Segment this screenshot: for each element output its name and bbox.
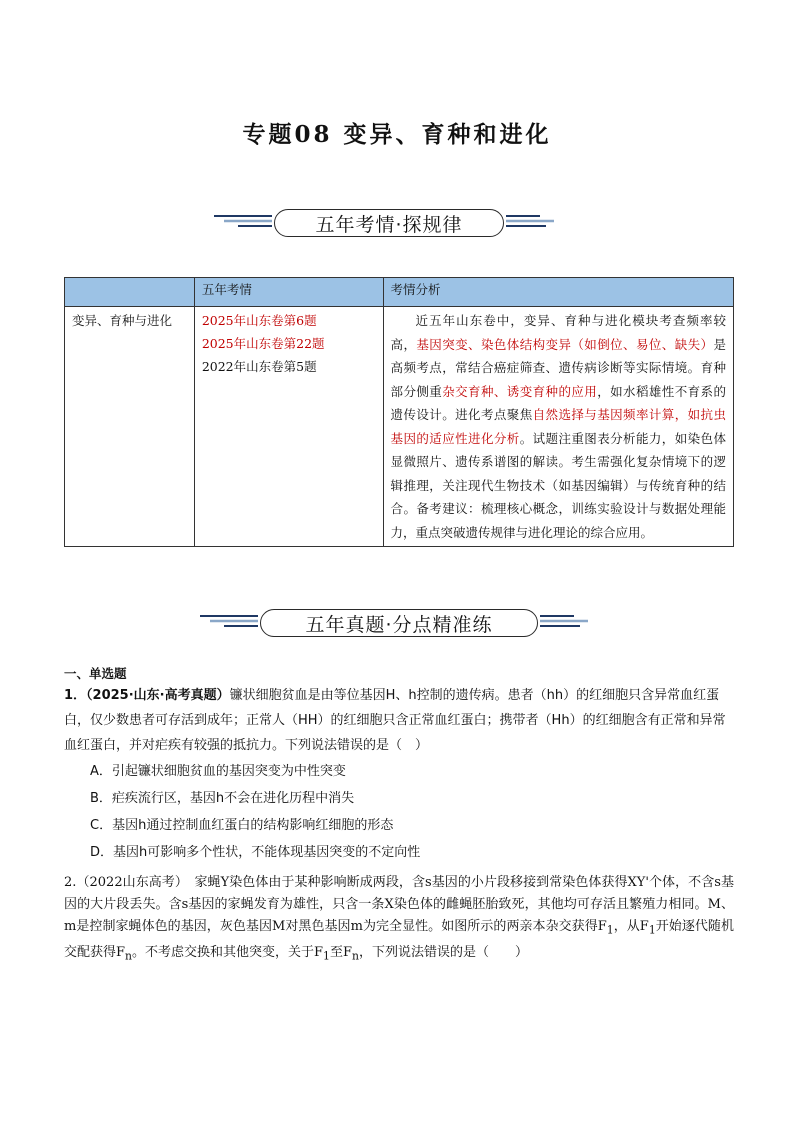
question-text: 开始逐代随机交配获得F <box>64 919 734 960</box>
question-text: 2.（2022山东高考） 家蝇Y染色体由于某种影响断成两段，含s基因的小片段移接到常染色体获得XY'个体，不含s基因的大片段丢失。含s基因的家蝇发育为雄性，只含一条X染色体的雌蝇胚胎致死，其他均可存活且繁殖力相同。M、m是控制家蝇体色的基因，灰色基因M对黑色基因m为完全显性。如图所示的两亲本杂交获得F <box>64 875 734 934</box>
question-2 <box>64 872 734 967</box>
banner-right-lines <box>538 609 598 635</box>
banner-label: 五年真题·分点精准练 <box>260 609 538 637</box>
banner-left-lines <box>200 609 260 635</box>
analysis-text: 。试题注重图表分析能力，如染色体显微照片、遗传系谱图的解读。考生需强化复杂情境下的逻辑推理，关注现代生物技术（如基因编辑）与传统育种的结合。备考建议：梳理核心概念，训练实验设计与数据处理能力，重点突破遗传规律与进化理论的综合应用。 <box>390 430 726 540</box>
analysis-cell <box>383 307 733 547</box>
topic-cell: 变异、育种与进化 <box>65 307 195 547</box>
analysis-text: ，如水稻雄性不育系的遗传设计。进化考点聚焦 <box>390 383 726 422</box>
table-row <box>65 307 734 547</box>
section-banner-trends <box>0 209 794 239</box>
option-c: C．基因h通过控制血红蛋白的结构影响红细胞的形态 <box>90 818 394 833</box>
question-number: 1． <box>64 688 87 703</box>
subscript: n <box>351 949 359 963</box>
subscript: 1 <box>323 949 330 963</box>
question-1 <box>64 683 734 866</box>
table-header-cell <box>65 278 195 307</box>
option-b: B．疟疾流行区，基因h不会在进化历程中消失 <box>90 791 355 806</box>
page-title: 专题08 变异、育种和进化 <box>242 121 552 148</box>
question-text: ，下列说法错误的是（ ） <box>358 944 528 960</box>
question-text: ，从F <box>613 919 649 934</box>
question-text: 镰状细胞贫血是由等位基因H、h控制的遗传病。患者（hh）的红细胞只含异常血红蛋白，仅少数患者可存活到成年；正常人（HH）的红细胞只含正常血红蛋白；携带者（Hh）的红细胞含有正常和异常血红蛋白，并对疟疾有较强的抵抗力。下列说法错误的是（ ） <box>64 688 726 753</box>
section-heading: 一、单选题 <box>64 666 127 681</box>
analysis-highlight: 杂交育种、诱变育种的应用 <box>442 383 598 399</box>
subscript: n <box>125 949 133 963</box>
exam-analysis-table <box>64 277 734 547</box>
banner-label: 五年考情·探规律 <box>274 209 504 237</box>
exam-item: 2022年山东卷第5题 <box>201 359 317 374</box>
subscript: 1 <box>606 923 614 937</box>
option-a: A．引起镰状细胞贫血的基因突变为中性突变 <box>90 764 346 779</box>
question-text: 。不考虑交换和其他突变，关于F <box>132 944 324 960</box>
question-text: 至F <box>329 944 352 960</box>
section-banner-practice <box>0 609 794 639</box>
table-header-cell: 五年考情 <box>194 278 383 307</box>
exam-item: 2025年山东卷第22题 <box>201 336 325 351</box>
table-header-cell: 考情分析 <box>383 278 733 307</box>
question-source: （2025·山东·高考真题） <box>86 688 230 703</box>
analysis-highlight: 自然选择与基因频率计算，如抗虫基因的适应性进化分析 <box>390 407 726 446</box>
table-header-row <box>65 278 734 307</box>
analysis-text: 近五年山东卷中，变异、育种与进化模块考查频率较高， <box>390 313 726 352</box>
banner-left-lines <box>214 209 274 235</box>
analysis-highlight: 基因突变、染色体结构变异（如倒位、易位、缺失） <box>416 336 714 352</box>
banner-right-lines <box>504 209 564 235</box>
subscript: 1 <box>648 923 656 937</box>
exam-item: 2025年山东卷第6题 <box>201 313 317 328</box>
exam-list-cell <box>194 307 383 547</box>
option-d: D．基因h可影响多个性状，不能体现基因突变的不定向性 <box>90 845 421 860</box>
analysis-text: 是高频考点，常结合癌症筛查、遗传病诊断等实际情境。育种部分侧重 <box>390 336 726 399</box>
question-stem <box>64 683 734 758</box>
